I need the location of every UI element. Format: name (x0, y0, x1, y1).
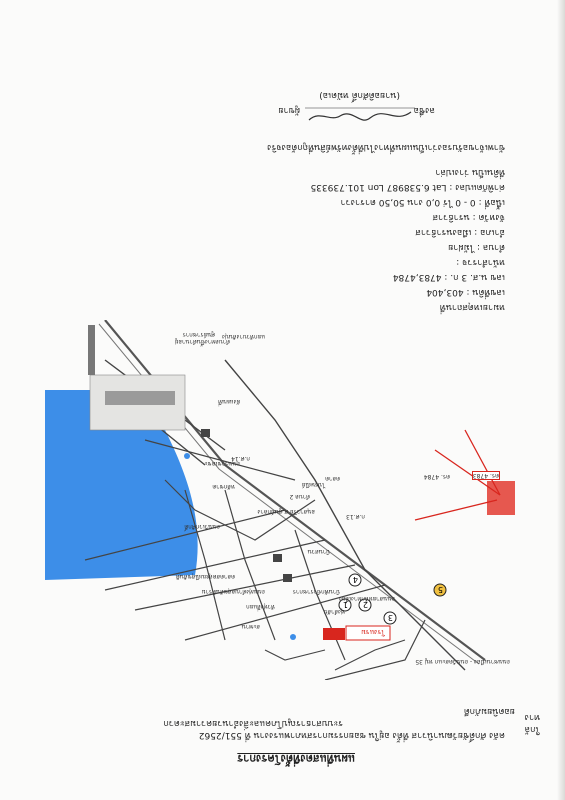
map-label-17: ถนนชานเมือง - ถนนวัดสะแก หมู่ 35 (415, 658, 510, 665)
callout-label-4783: ตร. 4783 (472, 472, 499, 479)
map-label-8: ตำบล 2 (289, 493, 310, 500)
header-left-2: ทาง (524, 712, 540, 722)
svg-text:3: 3 (387, 613, 393, 622)
details-heading: หมายเหตุสถานที่ (439, 302, 505, 312)
signature-scribble (305, 104, 415, 128)
certify-statement: ข้าพเจ้าขอรับรองว่าเป็นแผนที่ทางไปที่ตั้งทรัพย์สินที่ถูกต้องจริง (267, 142, 505, 152)
svg-text:4: 4 (352, 575, 358, 584)
map-label-10: ผังแผนที่ (218, 398, 240, 405)
signer-name: (นายอดิศักดิ์ หมัดเอ) (319, 90, 400, 100)
map-marker-5 (434, 584, 446, 596)
header-line-2: ระบบสาธารณูปโภคและสิ่งอำนวยความสะดวก (163, 718, 343, 728)
svg-text:5: 5 (437, 585, 443, 594)
details-nor-sor: เลข น.ส. 3 ก. : 4783,4784 (392, 272, 505, 282)
callout-label-4784: ตร. 4784 (423, 473, 450, 480)
map-label-7: อนุสาวรีย์ ศ.ศูนย์กลาง (257, 508, 315, 515)
map-label-2: ตลาดสดสุขมณีสุขสันติ (175, 573, 235, 580)
map-label-12: หัวทุ่งสี่แยก (246, 603, 275, 610)
map-label-16: สะพาน (241, 623, 260, 630)
map-marker-4 (349, 574, 361, 586)
map-label-9: ถนนราชเดชะ (204, 460, 240, 467)
details-deed: เลขที่ดิน : 403,404 (426, 287, 505, 297)
map-label-14: บ้านสวน (307, 548, 330, 555)
map-label-0: ศูนย์ราชการ (182, 331, 215, 338)
map-label-20: ตลาด (325, 475, 340, 482)
signer-role: ผู้ขาย (278, 105, 300, 115)
details-extra: ที่ดินเป็น ว่างเปล่า (435, 167, 505, 177)
details-province: จังหวัด : นราธิวาส (432, 212, 505, 222)
header-right-2: ยอดนิยมภักดี (463, 706, 515, 716)
map-label-13: ทุ่งลำลับ (323, 608, 345, 615)
details-area: เนื้อที่ : 0 - 0 ไร่ 0,0 งาน 50,50 ตารางวา (340, 197, 505, 207)
page-title: แผนที่แสดงที่ตั้งโครงการ (237, 752, 355, 765)
map-label-5: ก.ศ.13 (346, 513, 365, 520)
map-label-11: แยกหัวบางสันบุ่ง (222, 333, 265, 340)
map-label-15: ถนนวิเวกศักดิ์ (184, 523, 220, 530)
map-label-4: ก.ศ.14 (231, 455, 250, 462)
details-coords: ค่าพิกัดแปลง : Lat 6.538987 Lon 101.739335 (310, 182, 505, 192)
map-label-6: หลักชาด (212, 483, 235, 490)
sign-label: ลงชื่อ (413, 105, 435, 115)
details-amphoe: อำเภอ : เมืองนราธิวาส (415, 227, 505, 237)
map-label-1: ตำบลทางขึ้นดำนาอยู่ (174, 338, 230, 345)
svg-text:1: 1 (342, 600, 348, 609)
map-label-21: ถนนสายหลักทางเลี่ยง (338, 595, 395, 602)
svg-text:โรงแรม: โรงแรม (361, 628, 385, 636)
map-label-3: ถนนทุ่งตำบลสุขสันติราม (201, 588, 265, 595)
header-line-1: คลัง ศักดิ์ชัยวัฒนานิวาส ที่ตั้ง อยู่ใน ซอยกรรมการสหภาพแรงงาน ที่ 551/2562 (198, 730, 505, 740)
map-label-19: บ้านพักข้าราชการ (292, 588, 340, 595)
scan-shadow-edge (557, 0, 565, 800)
details-tambon: ตำบล : ไม้ฝาย (448, 242, 505, 252)
svg-text:2: 2 (362, 600, 368, 609)
page-content-rotated: แผนที่แสดงที่ตั้งโครงการ คลัง ศักดิ์ชัยวัฒนานิวาส ที่ตั้ง อยู่ใน ซอยกรรมการสหภาพแรงงาน ที่ 551/2562 ระบบสาธารณูปโภคและสิ่งอำนวยความสะดวก ใกล้ ทาง ยอดนิยมภักดี 1 2 3 4 5 โรงแรม ตร. 4783 ตร. 4784 ศูนย์ราชการ ตำบลทางขึ้นดำนาอยู่ ตลาดสดสุขมณีสุขสันติ ถนนทุ่งตำบลสุขสันติราม ก.ศ.14 ก.ศ.13 หลักชาด อนุสาวรีย์ ศ.ศูนย์กลาง ตำบล 2 ถนนราชเดชะ ผังแผนที่ แยกหัวบางสันบุ่ง หัวทุ่งสี่แยก ทุ่งลำลับ บ้านสวน ถนนวิเวกศักดิ์ สะพาน ถนนชานเมือง - ถนนวัดสะแก หมู่ 35 ไปรษณีย์ บ้านพักข้าราชการ ตลาด ถนนสายหลักทางเลี่ยง หมายเหตุสถานที่ เลขที่ดิน : 403,404 เลข น.ส. 3 ก. : 4783,4784 หน้าสำรวจ : ตำบล : ไม้ฝาย อำเภอ : เมืองนราธิวาส จังหวัด : นราธิวาส เนื้อที่ : 0 - 0 ไร่ 0,0 งาน 50,50 ตารางวา ค่าพิกัดแปลง : Lat 6.538987 Lon 101.739335 ที่ดินเป็น ว่างเปล่า ข้าพเจ้าขอรับรองว่าเป็นแผนที่ทางไปที่ตั้งทรัพย์สินที่ถูกต้องจริง ลงชื่อ ผู้ขาย (นายอดิศักดิ์ หมัดเอ) (0, 0, 565, 800)
details-page-no: หน้าสำรวจ : (456, 257, 505, 267)
map-label-18: ไปรษณีย์ (301, 481, 325, 488)
location-map (45, 320, 525, 680)
map-marker-3 (384, 612, 396, 624)
